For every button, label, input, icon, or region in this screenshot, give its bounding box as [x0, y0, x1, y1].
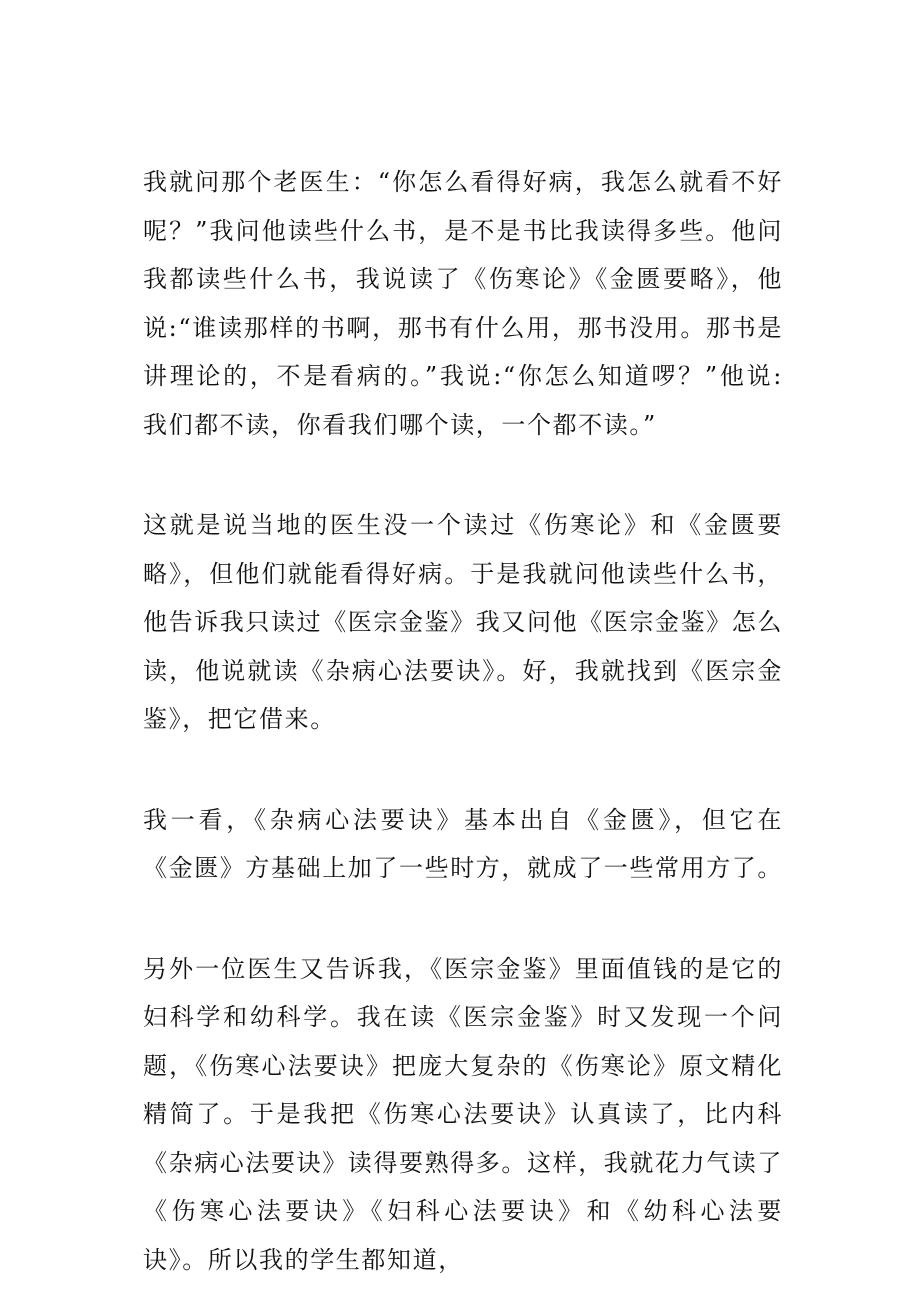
paragraph-4: 另外一位医生又告诉我，《医宗金鉴》里面值钱的是它的妇科学和幼科学。我在读《医宗金鉴》时又发现一个问题，《伤寒心法要诀》把庞大复杂的《伤寒论》原文精化精简了。于是我把《伤寒心法要诀》认真读了，比内科《杂病心法要诀》读得要熟得多。这样，我就花力气读了《伤寒心法要诀》《妇科心法要诀》和《幼科心法要诀》。所以我的学生都知道， — [143, 954, 783, 1274]
paragraph-3: 我一看，《杂病心法要诀》基本出自《金匮》，但它在《金匮》方基础上加了一些时方，就成了一些常用方了。 — [143, 805, 783, 882]
paragraph-2: 这就是说当地的医生没一个读过《伤寒论》和《金匮要略》，但他们就能看得好病。于是我就问他读些什么书，他告诉我只读过《医宗金鉴》我又问他《医宗金鉴》怎么读，他说就读《杂病心法要诀》。好，我就找到《医宗金鉴》，把它借来。 — [143, 511, 783, 733]
document-body — [143, 158, 783, 1284]
paragraph-1: 我就问那个老医生：“你怎么看得好病，我怎么就看不好呢？”我问他读些什么书，是不是书比我读得多些。他问我都读些什么书，我说读了《伤寒论》《金匮要略》，他说:“谁读那样的书啊，那书有什么用，那书没用。那书是讲理论的，不是看病的。”我说:“你怎么知道啰？”他说: 我们都不读，你看我们哪个读，一个都不读。” — [143, 168, 783, 439]
